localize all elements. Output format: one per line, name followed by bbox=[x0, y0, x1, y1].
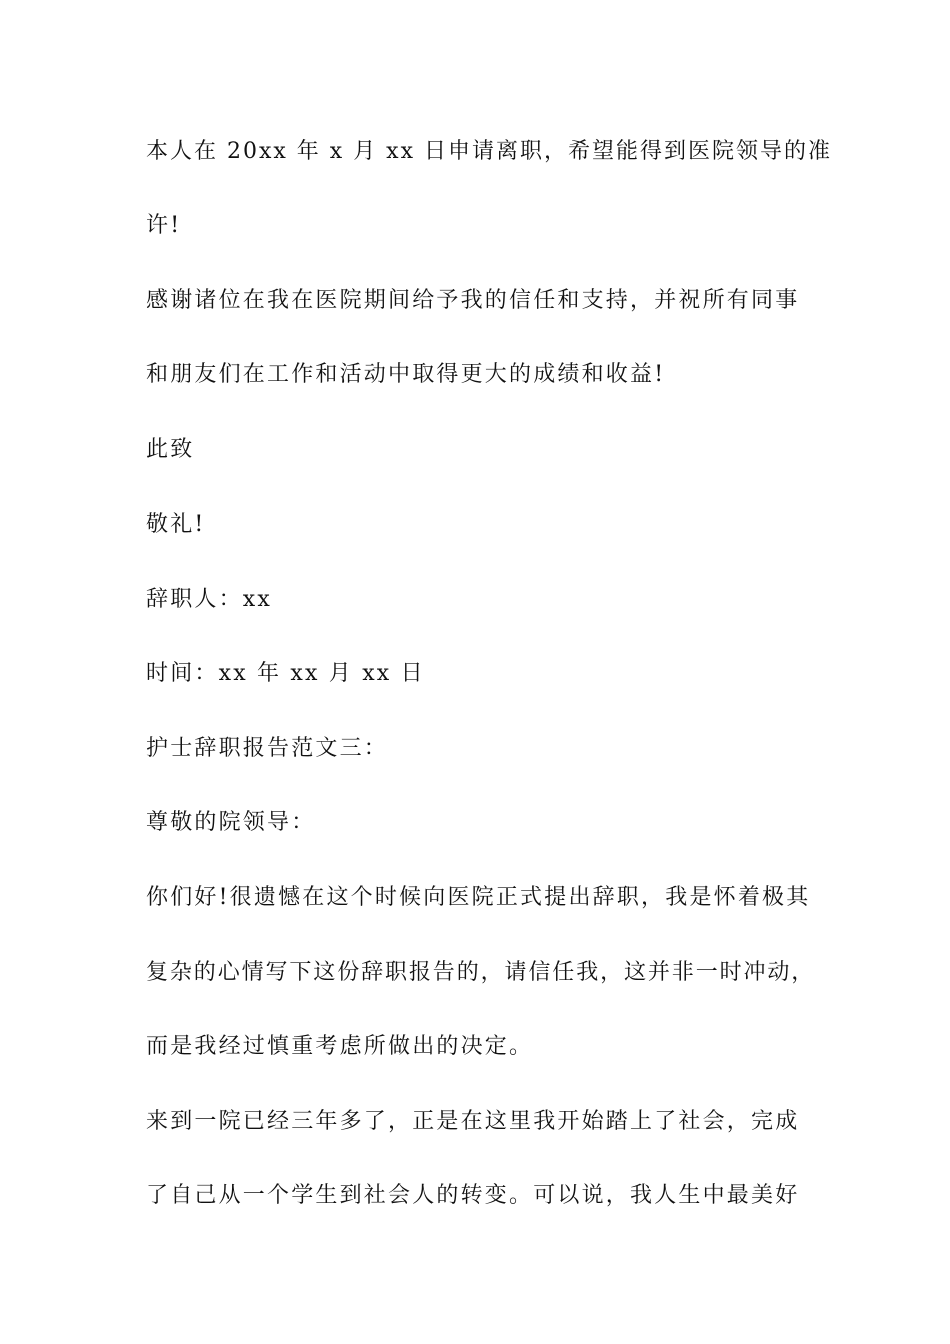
paragraph-line: 感谢诸位在我在医院期间给予我的信任和支持，并祝所有同事 bbox=[146, 288, 800, 313]
paragraph-line: 了自己从一个学生到社会人的转变。可以说，我人生中最美好 bbox=[146, 1183, 800, 1208]
paragraph-line: 许! bbox=[146, 213, 182, 238]
paragraph-line: 来到一院已经三年多了，正是在这里我开始踏上了社会，完成 bbox=[146, 1109, 800, 1134]
closing-salutation: 此致 bbox=[146, 437, 195, 462]
signature-name: 辞职人：xx bbox=[146, 587, 273, 612]
closing-regards: 敬礼! bbox=[146, 512, 206, 537]
paragraph-line: 和朋友们在工作和活动中取得更大的成绩和收益! bbox=[146, 362, 666, 387]
paragraph-line: 你们好!很遗憾在这个时候向医院正式提出辞职，我是怀着极其 bbox=[146, 885, 811, 910]
signature-date: 时间：xx 年 xx 月 xx 日 bbox=[146, 661, 425, 686]
letter-greeting: 尊敬的院领导： bbox=[146, 810, 316, 835]
paragraph-line: 本人在 20xx 年 x 月 xx 日申请离职，希望能得到医院领导的准 bbox=[146, 139, 832, 164]
paragraph-line: 复杂的心情写下这份辞职报告的，请信任我，这并非一时冲动， bbox=[146, 960, 816, 985]
section-heading: 护士辞职报告范文三： bbox=[146, 736, 389, 761]
paragraph-line: 而是我经过慎重考虑所做出的决定。 bbox=[146, 1034, 534, 1059]
